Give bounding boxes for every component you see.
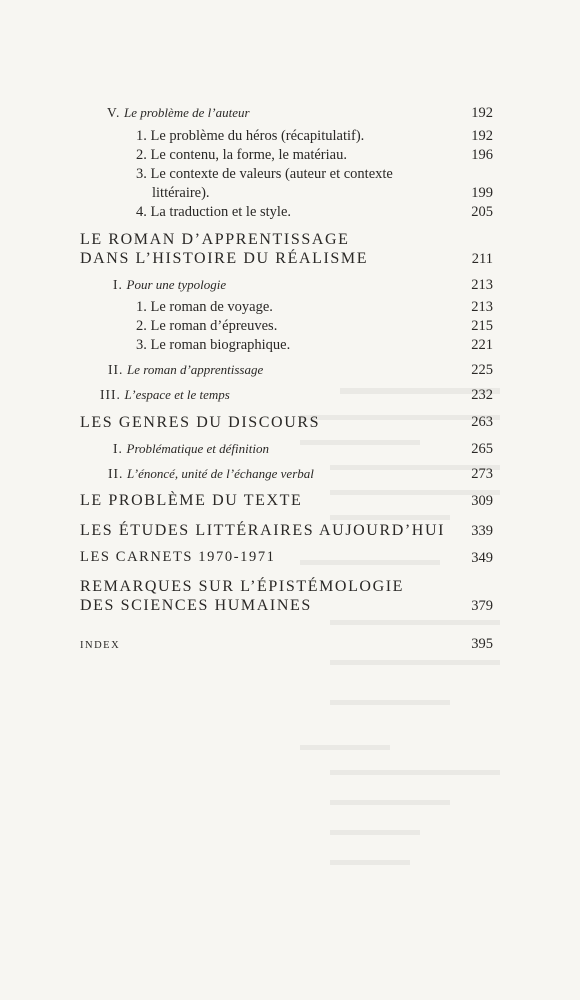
toc-entry-section: III. L’espace et le temps [100,387,230,402]
toc-chapter-title-continuation: DANS L’HISTOIRE DU RÉALISME [80,250,369,267]
toc-chapter-title: LES CARNETS 1970-1971 [80,549,276,565]
toc-chapter-title: LE PROBLÈME DU TEXTE [80,492,303,509]
toc-chapter-title: REMARQUES SUR L’ÉPISTÉMOLOGIE [80,578,405,595]
toc-entry-continuation: littéraire). [152,185,210,201]
toc-entry: 1. Le problème du héros (récapitulatif). [136,128,365,144]
toc-entry: 4. La traduction et le style. [136,204,292,220]
page-number: 221 [471,337,493,353]
page-number: 215 [471,318,493,334]
toc-entry: 3. Le roman biographique. [136,337,291,353]
page-number: 379 [471,598,493,614]
page-number: 213 [471,277,493,293]
page-number: 232 [471,387,493,403]
toc-chapter-title: LE ROMAN D’APPRENTISSAGE [80,231,350,248]
page-number: 211 [471,251,493,267]
page-number: 225 [471,362,493,378]
toc-entry-section: I. Problématique et définition [113,441,269,456]
page-number: 205 [471,204,493,220]
page-number: 196 [471,147,493,163]
toc-entry-section: I. Pour une typologie [113,277,227,292]
page-number: 192 [471,128,493,144]
page-number: 213 [471,299,493,315]
toc-chapter-title: LES GENRES DU DISCOURS [80,414,321,431]
toc-entry: 3. Le contexte de valeurs (auteur et contexte [136,166,393,182]
toc-entry-section: V. Le problème de l’auteur [107,105,250,120]
page-number: 309 [471,493,493,509]
page-number: 339 [471,523,493,539]
page-number: 192 [471,105,493,121]
page-number: 273 [471,466,493,482]
toc-chapter-title: LES ÉTUDES LITTÉRAIRES AUJOURD’HUI [80,522,446,539]
toc-entry-section: II. L’énoncé, unité de l’échange verbal [108,466,314,481]
toc-entry: 2. Le roman d’épreuves. [136,318,278,334]
page-number: 265 [471,441,493,457]
toc-entry: 1. Le roman de voyage. [136,299,273,315]
toc-entry: 2. Le contenu, la forme, le matériau. [136,147,347,163]
toc-index-title: INDEX [80,640,121,651]
page-number: 199 [471,185,493,201]
toc-chapter-title-continuation: DES SCIENCES HUMAINES [80,597,312,614]
page-number: 349 [471,550,493,566]
page-number: 395 [471,636,493,652]
page-number: 263 [471,414,493,430]
toc-entry-section: II. Le roman d’apprentissage [108,362,264,377]
